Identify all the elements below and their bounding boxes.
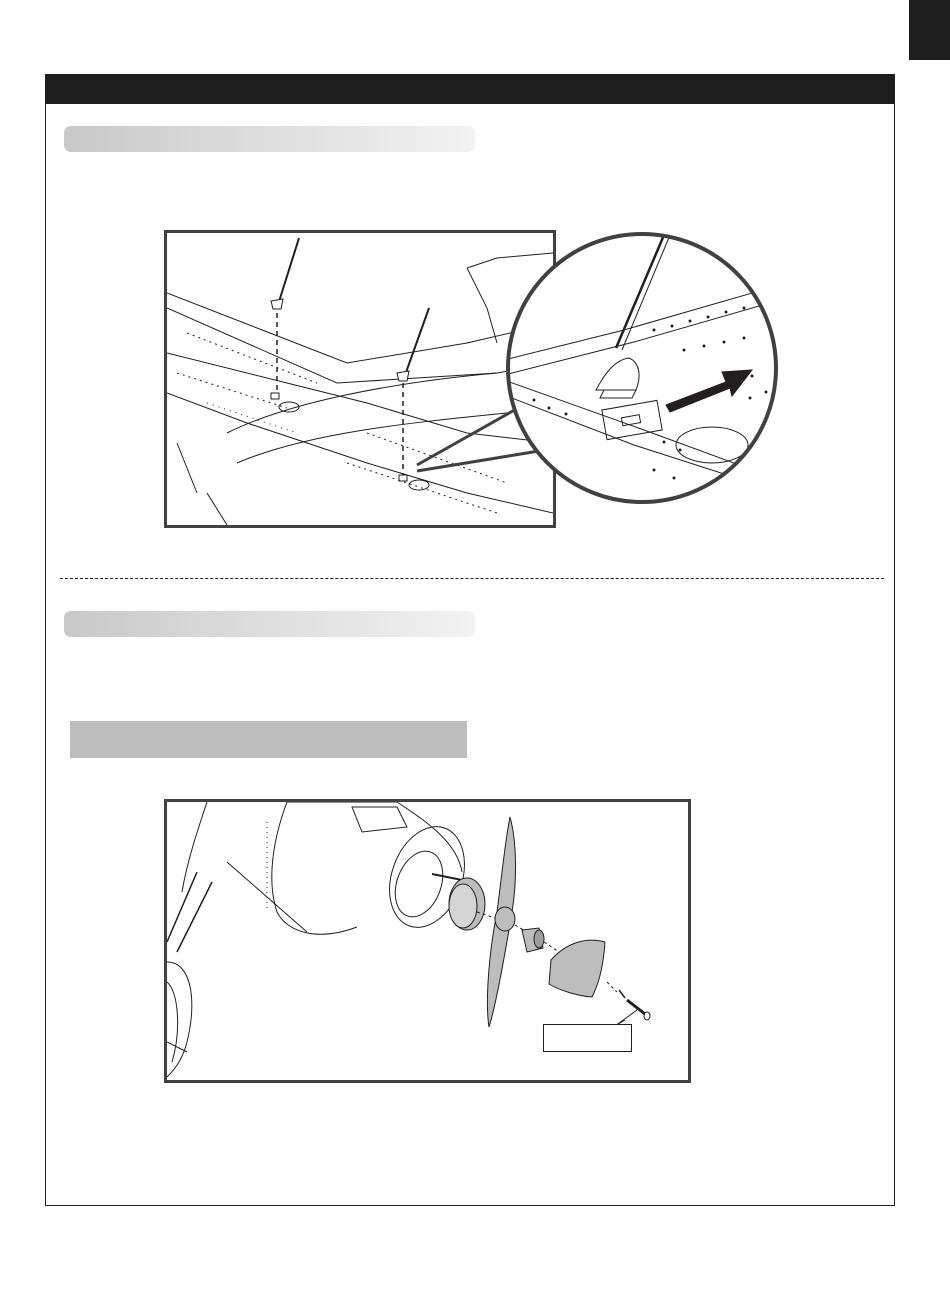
wing-antenna-illustration xyxy=(167,233,553,525)
antenna-detail-zoom xyxy=(504,230,780,506)
subsection-heading-1 xyxy=(64,126,475,152)
language-tab xyxy=(909,0,950,60)
section-divider xyxy=(60,578,884,579)
antenna-installation-figure xyxy=(164,230,556,528)
section-title xyxy=(45,74,895,104)
subsection-heading-2 xyxy=(64,611,475,637)
antenna-mount-detail-illustration xyxy=(504,230,780,506)
screw-callout-label xyxy=(543,1024,632,1052)
note-box xyxy=(70,721,467,758)
